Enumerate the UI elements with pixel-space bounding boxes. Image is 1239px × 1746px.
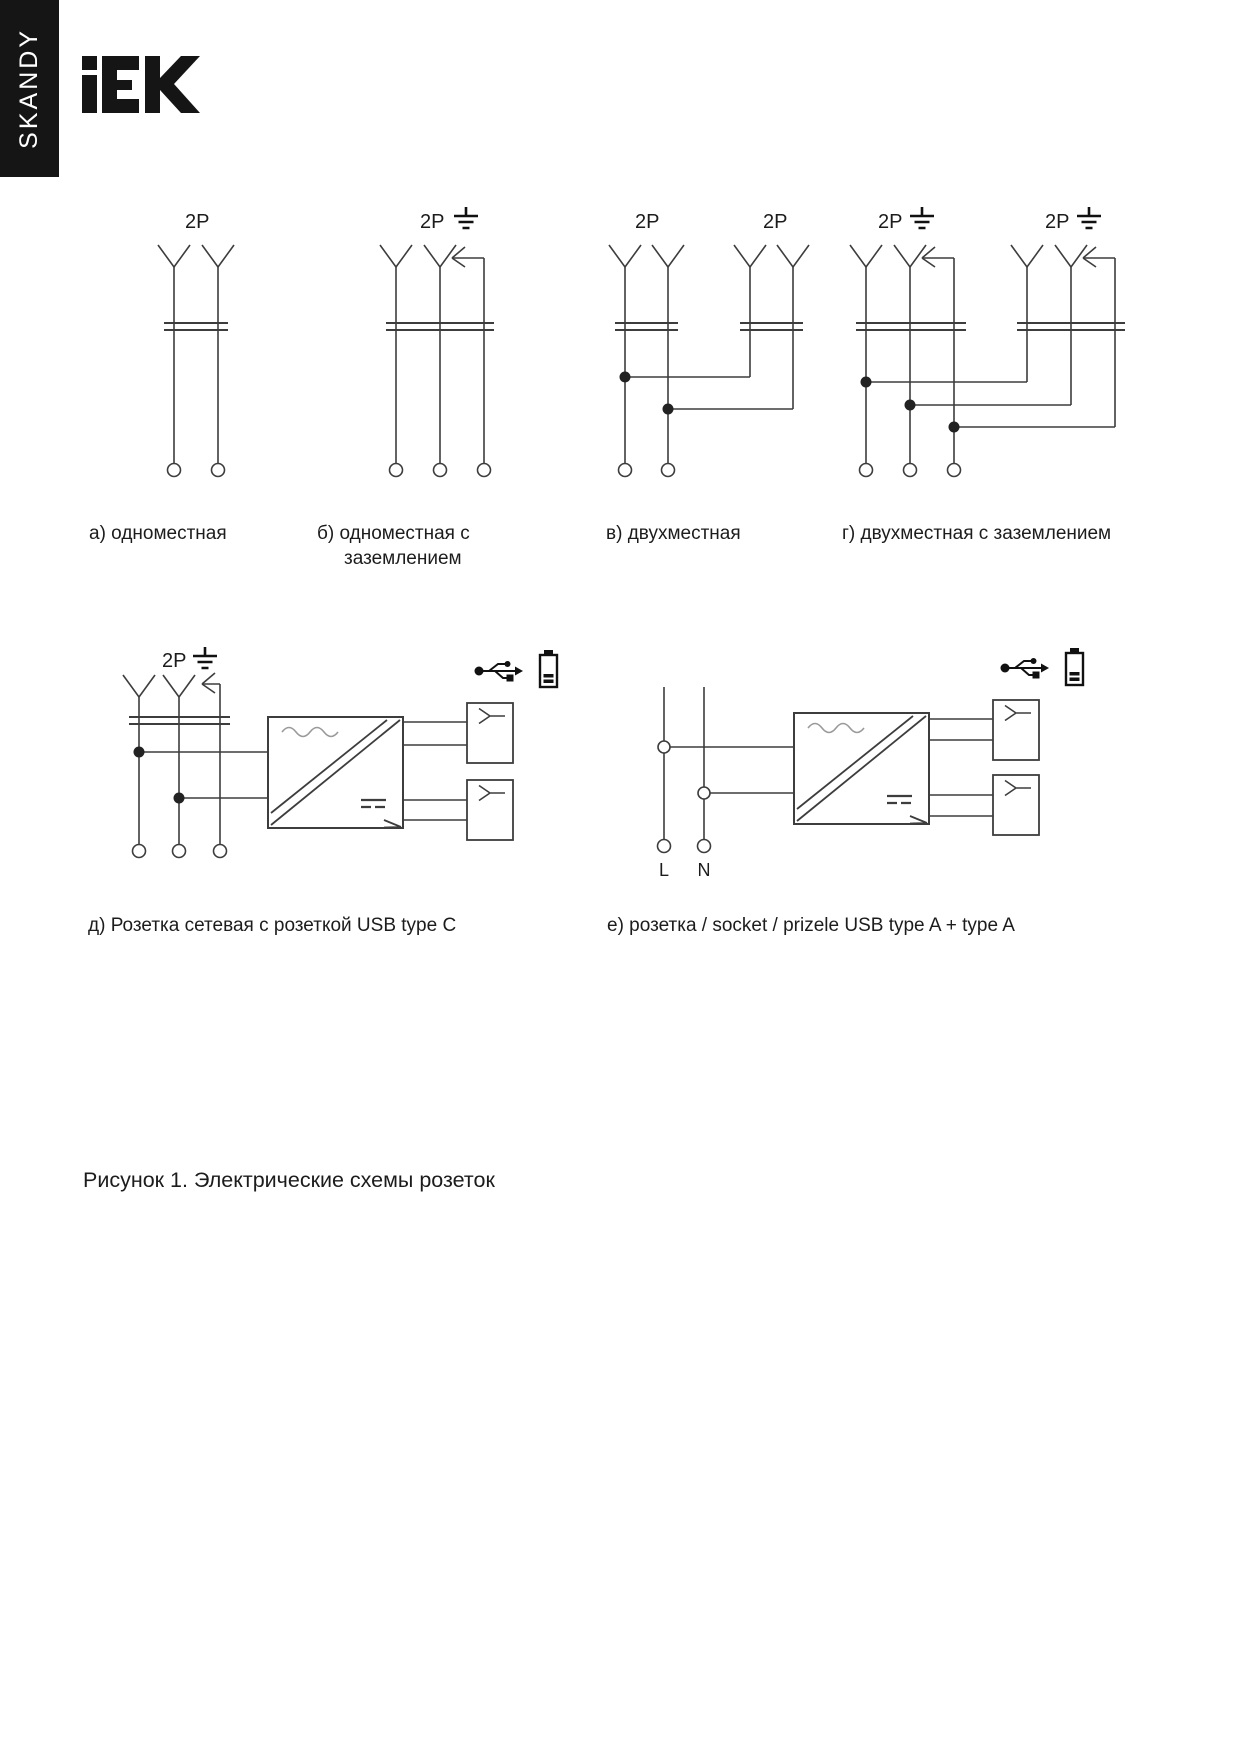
terminal-circle [133, 845, 146, 858]
acdc-converter-icon [268, 717, 403, 828]
terminal-circle [658, 840, 671, 853]
junction-dot [861, 377, 872, 388]
link-wires [625, 377, 793, 409]
terminal-circle [698, 840, 711, 853]
conductor-lines [866, 258, 1115, 463]
plug-fork-icon [202, 245, 234, 267]
acdc-converter-icon [794, 713, 929, 824]
link-wires [866, 382, 1115, 427]
insertion-arrow-icon [202, 673, 215, 693]
junction-dot [174, 793, 185, 804]
ground-icon [910, 207, 934, 228]
battery-icon [540, 650, 557, 687]
diagram-v-schematic [609, 211, 809, 477]
pole-count-label: 2P [420, 211, 445, 233]
diagram-b-caption-line1: б) одноместная с [317, 523, 470, 544]
usb-port-icon [467, 703, 513, 763]
conductor-lines [396, 258, 484, 463]
converter-input-wires [670, 747, 794, 793]
ground-icon [193, 647, 217, 668]
plug-fork-icon [163, 675, 195, 697]
usb-port-icon [993, 775, 1039, 835]
conductor-lines [174, 267, 218, 463]
diagram-e-schematic [658, 648, 1084, 880]
diagram-b-schematic [380, 207, 494, 477]
plug-fork-icon [777, 245, 809, 267]
pole-count-label: 2P [1045, 211, 1070, 233]
junction-dot [134, 747, 145, 758]
battery-icon [1066, 648, 1083, 685]
pole-count-label: 2P [162, 650, 187, 672]
terminal-circle [434, 464, 447, 477]
plug-fork-icon [734, 245, 766, 267]
junction-dot [663, 404, 674, 415]
plug-fork-icon [894, 245, 926, 267]
diagram-v-caption: в) двухместная [606, 523, 741, 544]
terminal-circle [212, 464, 225, 477]
plug-fork-icon [424, 245, 456, 267]
plug-fork-icon [158, 245, 190, 267]
diagram-d-schematic [123, 647, 557, 858]
terminal-circle [214, 845, 227, 858]
plug-fork-icon [123, 675, 155, 697]
tap-terminal-circle [698, 787, 710, 799]
pole-count-label: 2P [635, 211, 660, 233]
terminal-circle [904, 464, 917, 477]
junction-dot [620, 372, 631, 383]
terminal-circle [619, 464, 632, 477]
insertion-arrow-icon [922, 247, 935, 267]
terminal-circle [173, 845, 186, 858]
usb-port-icon [467, 780, 513, 840]
series-tab-label: SKANDY [15, 28, 43, 149]
insertion-arrow-icon [1083, 247, 1096, 267]
conductor-lines [664, 687, 704, 840]
pole-count-label: 2P [763, 211, 788, 233]
conductor-lines [139, 684, 220, 845]
diagram-g-schematic [850, 207, 1125, 477]
terminal-circle [478, 464, 491, 477]
terminal-circle [662, 464, 675, 477]
plug-fork-icon [850, 245, 882, 267]
neutral-terminal-label: N [697, 860, 711, 880]
converter-output-wires [403, 722, 467, 820]
ground-icon [454, 207, 478, 228]
diagram-e-caption: е) розетка / socket / prizele USB type A + type A [607, 915, 1015, 936]
pole-count-label: 2P [878, 211, 903, 233]
usb-icon [1001, 658, 1050, 679]
socket-body-bars [615, 323, 803, 330]
diagram-a-schematic [158, 211, 234, 477]
terminal-circle [948, 464, 961, 477]
diagram-d-caption: д) Розетка сетевая с розеткой USB type C [88, 915, 457, 936]
tap-terminal-circle [658, 741, 670, 753]
terminal-circle [860, 464, 873, 477]
junction-dot [905, 400, 916, 411]
diagram-b-caption-line2: заземлением [344, 548, 462, 569]
converter-output-wires [929, 719, 993, 816]
plug-fork-icon [609, 245, 641, 267]
plug-fork-icon [652, 245, 684, 267]
terminal-circle [168, 464, 181, 477]
plug-fork-icon [380, 245, 412, 267]
terminal-circle [390, 464, 403, 477]
ground-icon [1077, 207, 1101, 228]
insertion-arrow-icon [452, 247, 465, 267]
usb-icon [475, 661, 524, 682]
converter-input-wires [139, 752, 268, 798]
line-terminal-label: L [658, 860, 670, 880]
socket-body-bars [856, 323, 1125, 330]
diagram-g-caption: г) двухместная с заземлением [842, 523, 1112, 544]
figure-caption: Рисунок 1. Электрические схемы розеток [83, 1168, 495, 1192]
diagram-a-caption: а) одноместная [89, 523, 227, 544]
junction-dot [949, 422, 960, 433]
plug-fork-icon [1011, 245, 1043, 267]
usb-port-icon [993, 700, 1039, 760]
plug-fork-icon [1055, 245, 1087, 267]
pole-count-label: 2P [185, 211, 210, 233]
conductor-lines [625, 267, 793, 463]
